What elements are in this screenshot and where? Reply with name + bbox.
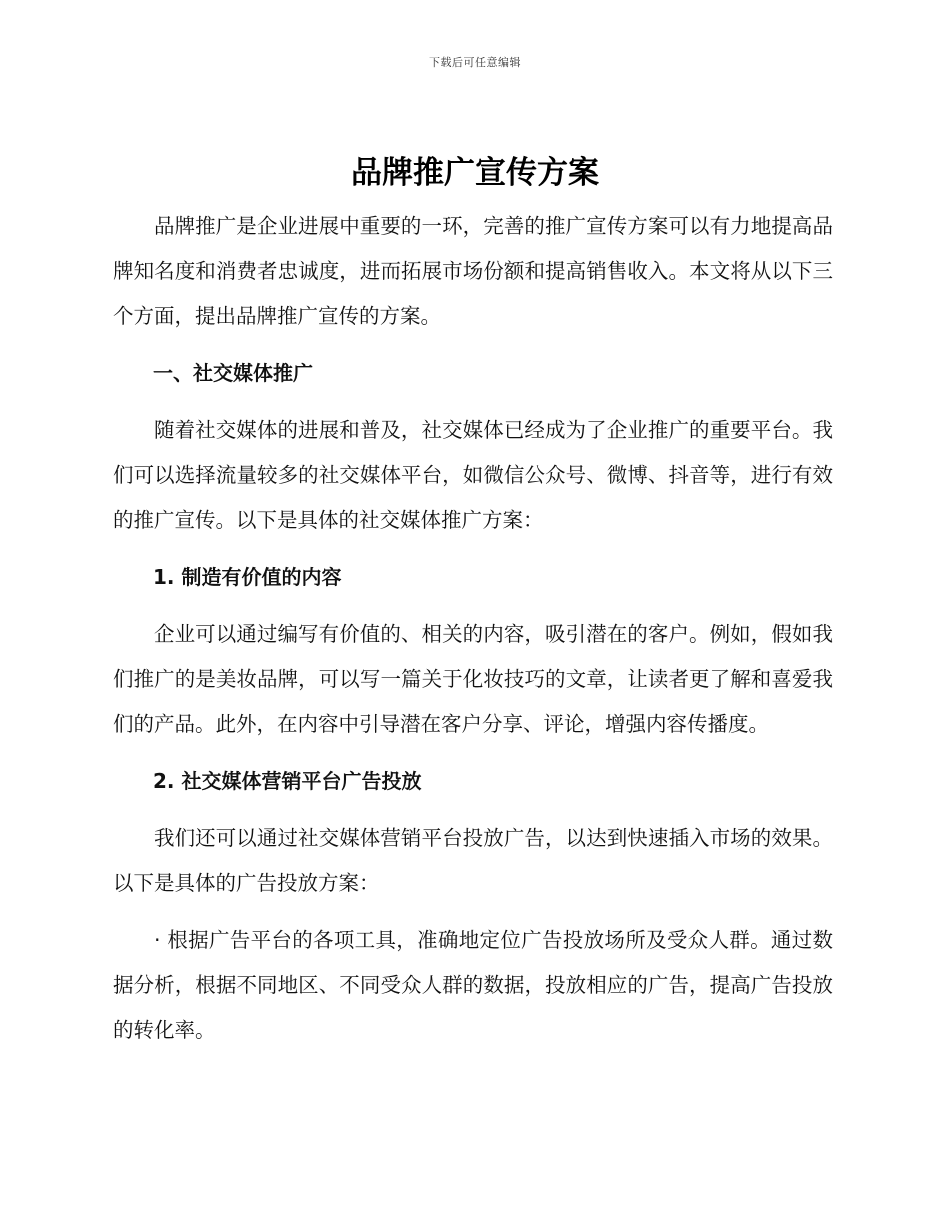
subheading-ad-placement: 2. 社交媒体营销平台广告投放: [153, 769, 422, 793]
paragraph-ad-placement: 我们还可以通过社交媒体营销平台投放广告，以达到快速插入市场的效果。以下是具体的广告投放方案：: [113, 826, 833, 895]
section-paragraph-social-media: 随着社交媒体的进展和普及，社交媒体已经成为了企业推广的重要平台。我们可以选择流量较多的社交媒体平台，如微信公众号、微博、抖音等，进行有效的推广宣传。以下是具体的社交媒体推广方案：: [113, 418, 833, 532]
subheading-valuable-content: 1. 制造有价值的内容: [153, 565, 342, 589]
section-heading-social-media: 一、社交媒体推广: [153, 361, 313, 385]
intro-paragraph: 品牌推广是企业进展中重要的一环，完善的推广宣传方案可以有力地提高品牌知名度和消费者忠诚度，进而拓展市场份额和提高销售收入。本文将从以下三个方面，提出品牌推广宣传的方案。: [113, 214, 833, 328]
document-title: 品牌推广宣传方案: [351, 155, 599, 191]
document-body: [113, 204, 833, 1053]
paragraph-valuable-content: 企业可以通过编写有价值的、相关的内容，吸引潜在的客户。例如，假如我们推广的是美妆品牌，可以写一篇关于化妆技巧的文章，让读者更了解和喜爱我们的产品。此外，在内容中引导潜在客户分享、评论，增强内容传播度。: [113, 622, 833, 736]
page-header-note: 下载后可任意编辑: [429, 56, 521, 69]
bullet-ad-targeting: · 根据广告平台的各项工具，准确地定位广告投放场所及受众人群。通过数据分析，根据不同地区、不同受众人群的数据，投放相应的广告，提高广告投放的转化率。: [113, 928, 833, 1042]
